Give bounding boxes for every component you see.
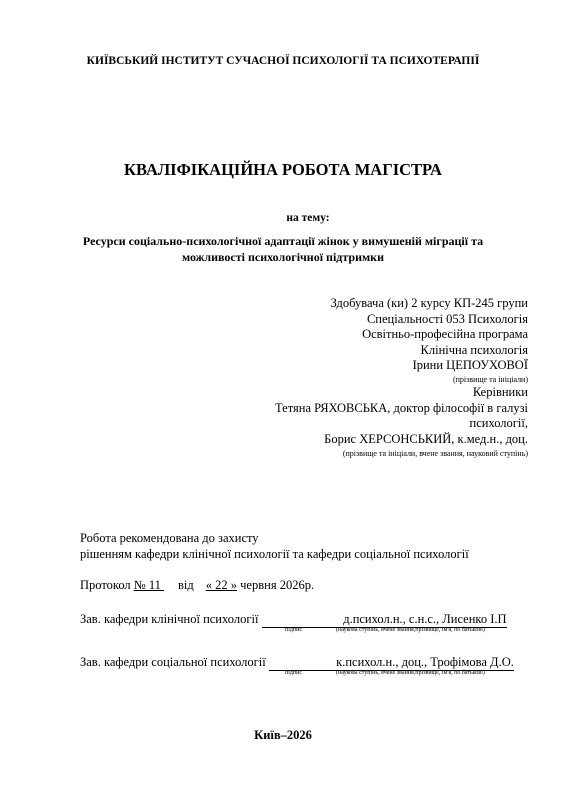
head-social-row xyxy=(80,655,514,671)
head-social-name-caption: (наукова ступінь, вчене звання,прізвище, ім'я, по батькові) xyxy=(336,670,485,676)
recommendation-line-1: Робота рекомендована до захисту xyxy=(80,531,259,545)
head-social-sign-caption: підпис xyxy=(285,670,303,676)
topic-line-1: Ресурси соціально-психологічної адаптації жінок у вимушеній міграції та xyxy=(82,234,484,248)
head-clinical-signature: д.психол.н., с.н.с., Лисенко І.П xyxy=(262,612,507,628)
recommendation xyxy=(80,530,469,562)
city-year: Київ–2026 xyxy=(254,728,312,742)
supervisor-line-3: Борис ХЕРСОНСЬКИЙ, к.мед.н., доц. xyxy=(324,431,528,446)
supervisors-caption: (прізвище та ініціали, вчене звання, науковий ступінь) xyxy=(342,449,528,458)
protocol-from: від xyxy=(178,578,194,592)
supervisor-line-2: психології, xyxy=(469,416,528,430)
student-block xyxy=(331,296,528,387)
head-social-signature: к.психол.н., доц., Трофімова Д.О. xyxy=(269,655,514,671)
supervisors-block xyxy=(275,385,528,462)
protocol-day: « 22 » xyxy=(205,578,238,592)
topic-title xyxy=(0,233,566,265)
student-line-1: Здобувача (ки) 2 курсу КП-245 групи xyxy=(330,296,528,310)
institution-name: КИЇВСЬКИЙ ІНСТИТУТ СУЧАСНОЇ ПСИХОЛОГІЇ ТА ПСИХОТЕРАПІЇ xyxy=(86,55,480,67)
topic-line-2: можливості психологічної підтримки xyxy=(181,250,385,264)
student-name-caption: (прізвище та ініціали) xyxy=(452,374,528,384)
protocol-line xyxy=(80,578,314,593)
protocol-date-rest: червня 2026р. xyxy=(237,578,315,592)
student-line-3: Освітньо-професійна програма xyxy=(362,327,528,341)
head-clinical-sign-caption: підпис xyxy=(285,627,303,633)
protocol-label: Протокол xyxy=(80,578,134,592)
recommendation-line-2: рішенням кафедри клінічної психології та кафедри соціальної психології xyxy=(80,547,469,561)
supervisor-line-1: Тетяна РЯХОВСЬКА, доктор філософії в галузі xyxy=(275,400,528,415)
theme-label: на тему: xyxy=(286,212,330,224)
head-clinical-row xyxy=(80,612,507,628)
head-social-label: Зав. кафедри соціальної психології xyxy=(80,655,266,669)
document-title: КВАЛІФІКАЦІЙНА РОБОТА МАГІСТРА xyxy=(124,160,442,179)
head-clinical-name-caption: (наукова ступінь, вчене звання,прізвище, ім'я, по батькові) xyxy=(336,627,485,633)
head-clinical-label: Зав. кафедри клінічної психології xyxy=(80,612,259,626)
student-line-2: Спеціальності 053 Психологія xyxy=(366,311,528,326)
student-line-4: Клінічна психологія xyxy=(420,342,528,357)
supervisors-label: Керівники xyxy=(472,385,528,399)
protocol-number: № 11 xyxy=(133,578,165,592)
student-name: Ірини ЦЕПОУХОВОЇ xyxy=(412,358,528,372)
